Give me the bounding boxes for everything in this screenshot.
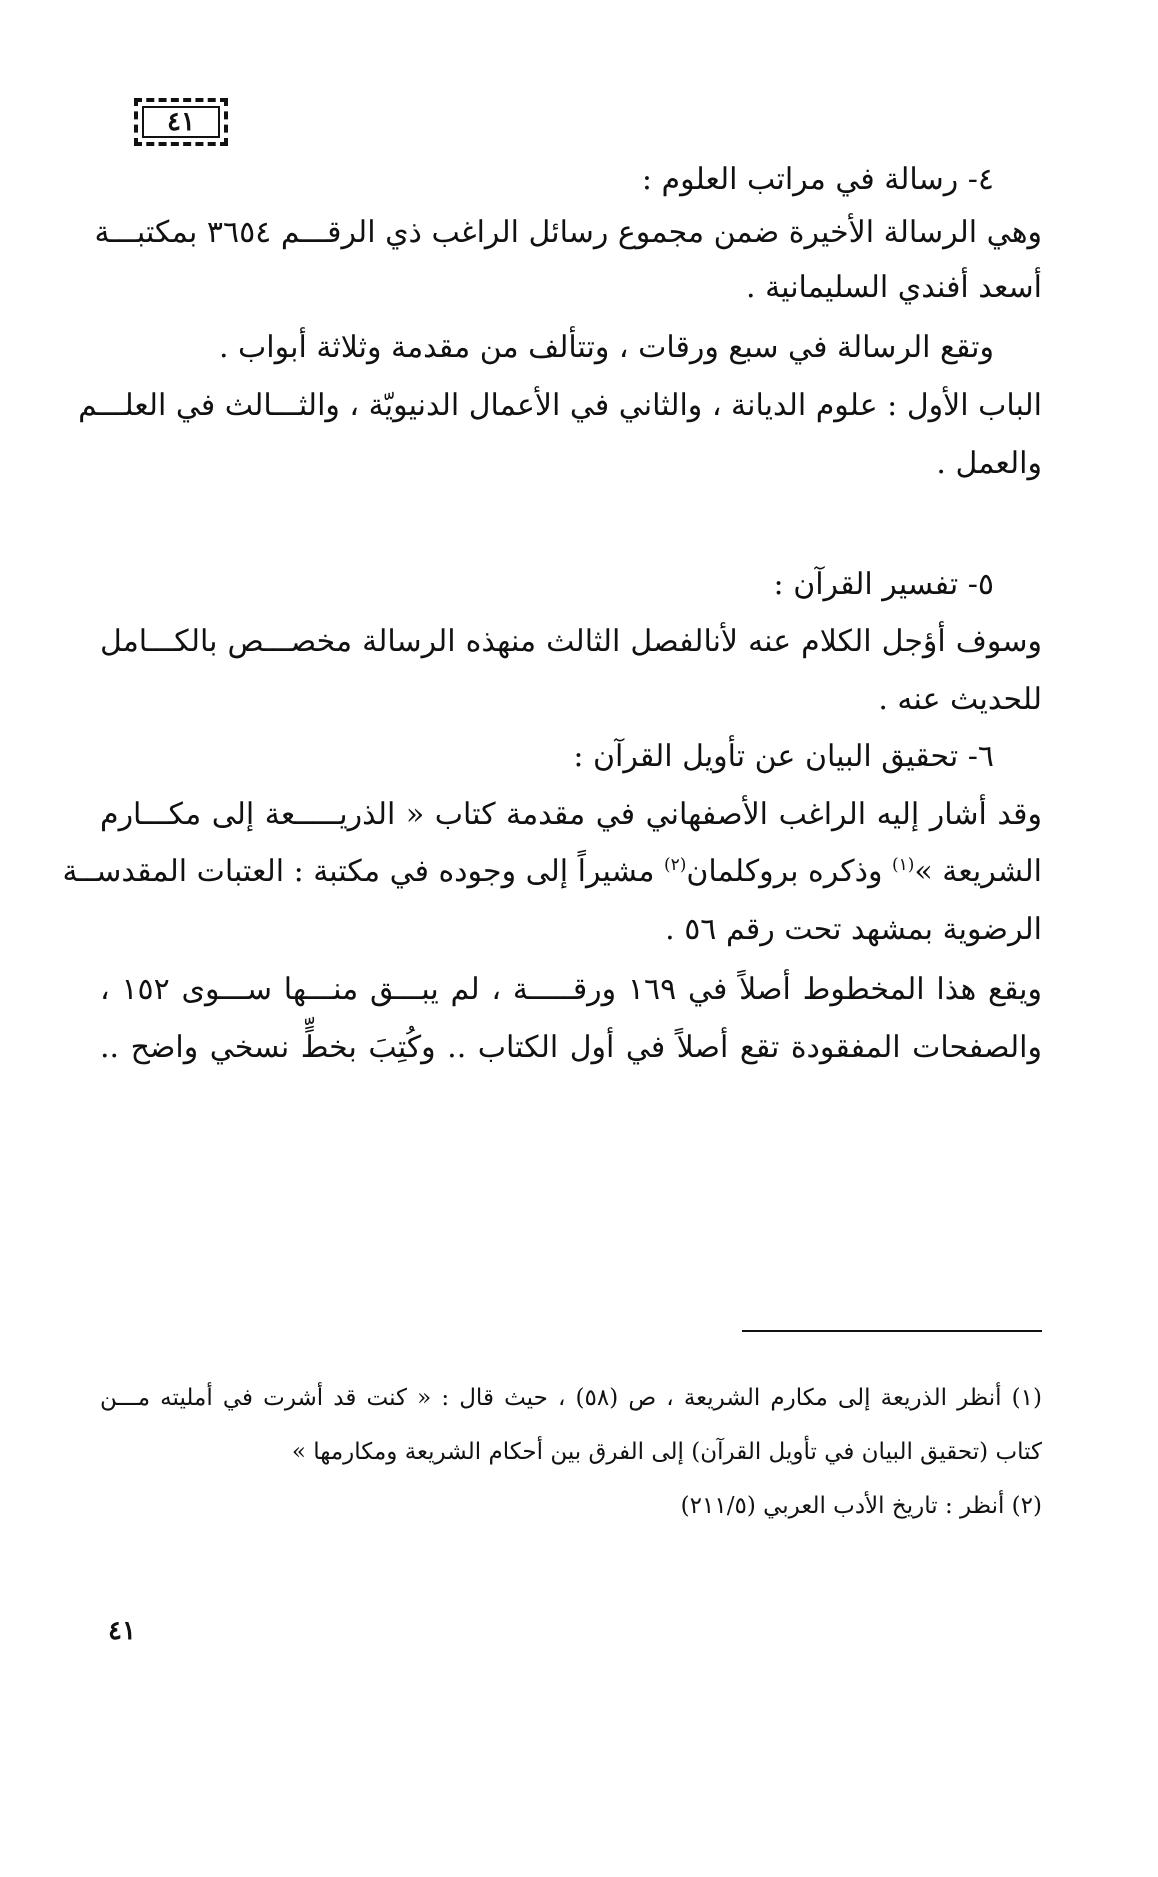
heading-4: ٤- رسالة في مراتب العلوم : xyxy=(641,162,994,197)
footnote-marker-2: (٢) xyxy=(663,855,687,875)
paragraph-line: وقد أشار إليه الراغب الأصفهاني في مقدمة كتاب « الذريـــــعة إلى مكـــارم xyxy=(100,797,1042,832)
text-segment: وذكره بروكلمان xyxy=(686,854,883,889)
page-number-footer: ٤١ xyxy=(108,1616,136,1646)
paragraph-line: والصفحات المفقودة تقع أصلاً في أول الكتاب .. وكُتِبَ بخطٍّ نسخي واضح .. xyxy=(100,1030,1042,1065)
footnote-2: (٢) أنظر : تاريخ الأدب العربي (٢١١/٥) xyxy=(680,1493,1042,1519)
heading-5: ٥- تفسير القرآن : xyxy=(773,567,994,602)
footnote-separator xyxy=(742,1330,1042,1332)
text-segment: مشيراً إلى وجوده في مكتبة : العتبات المقدســة xyxy=(62,854,655,889)
paragraph-line: والعمل . xyxy=(936,446,1042,481)
paragraph-line: للحديث عنه . xyxy=(878,682,1042,717)
page-number-header xyxy=(134,98,228,146)
paragraph-line: ويقع هذا المخطوط أصلاً في ١٦٩ ورقـــــة ، لم يبـــق منـــها ســـوى ١٥٢ ، xyxy=(100,972,1043,1007)
paragraph-line: وسوف أؤجل الكلام عنه لأنالفصل الثالث منهذه الرسالة مخصـــص بالكـــامل xyxy=(100,624,1042,659)
footnote-marker-1: (١) xyxy=(891,855,915,875)
footnote-1-line-2: كتاب (تحقيق البيان في تأويل القرآن) إلى الفرق بين أحكام الشريعة ومكارمها » xyxy=(291,1439,1042,1465)
paragraph-line: وتقع الرسالة في سبع ورقات ، وتتألف من مقدمة وثلاثة أبواب . xyxy=(218,330,994,365)
paragraph-line-with-footnotes xyxy=(62,852,1042,892)
paragraph-line: الرضوية بمشهد تحت رقم ٥٦ . xyxy=(665,912,1042,947)
heading-6: ٦- تحقيق البيان عن تأويل القرآن : xyxy=(573,739,994,774)
paragraph-line: أسعد أفندي السليمانية . xyxy=(746,270,1042,305)
paragraph-line: وهي الرسالة الأخيرة ضمن مجموع رسائل الراغب ذي الرقـــم ٣٦٥٤ بمكتبـــة xyxy=(94,215,1042,250)
footnote-1-line-1: (١) أنظر الذريعة إلى مكارم الشريعة ، ص (٥٨) ، حيث قال : « كنت قد أشرت في أمليته مـــن xyxy=(100,1385,1042,1411)
page-number-text: ٤١ xyxy=(167,107,195,137)
text-segment: الشريعة » xyxy=(914,854,1042,889)
paragraph-line: الباب الأول : علوم الديانة ، والثاني في الأعمال الدنيويّة ، والثـــالث في العلـــم xyxy=(78,388,1042,423)
